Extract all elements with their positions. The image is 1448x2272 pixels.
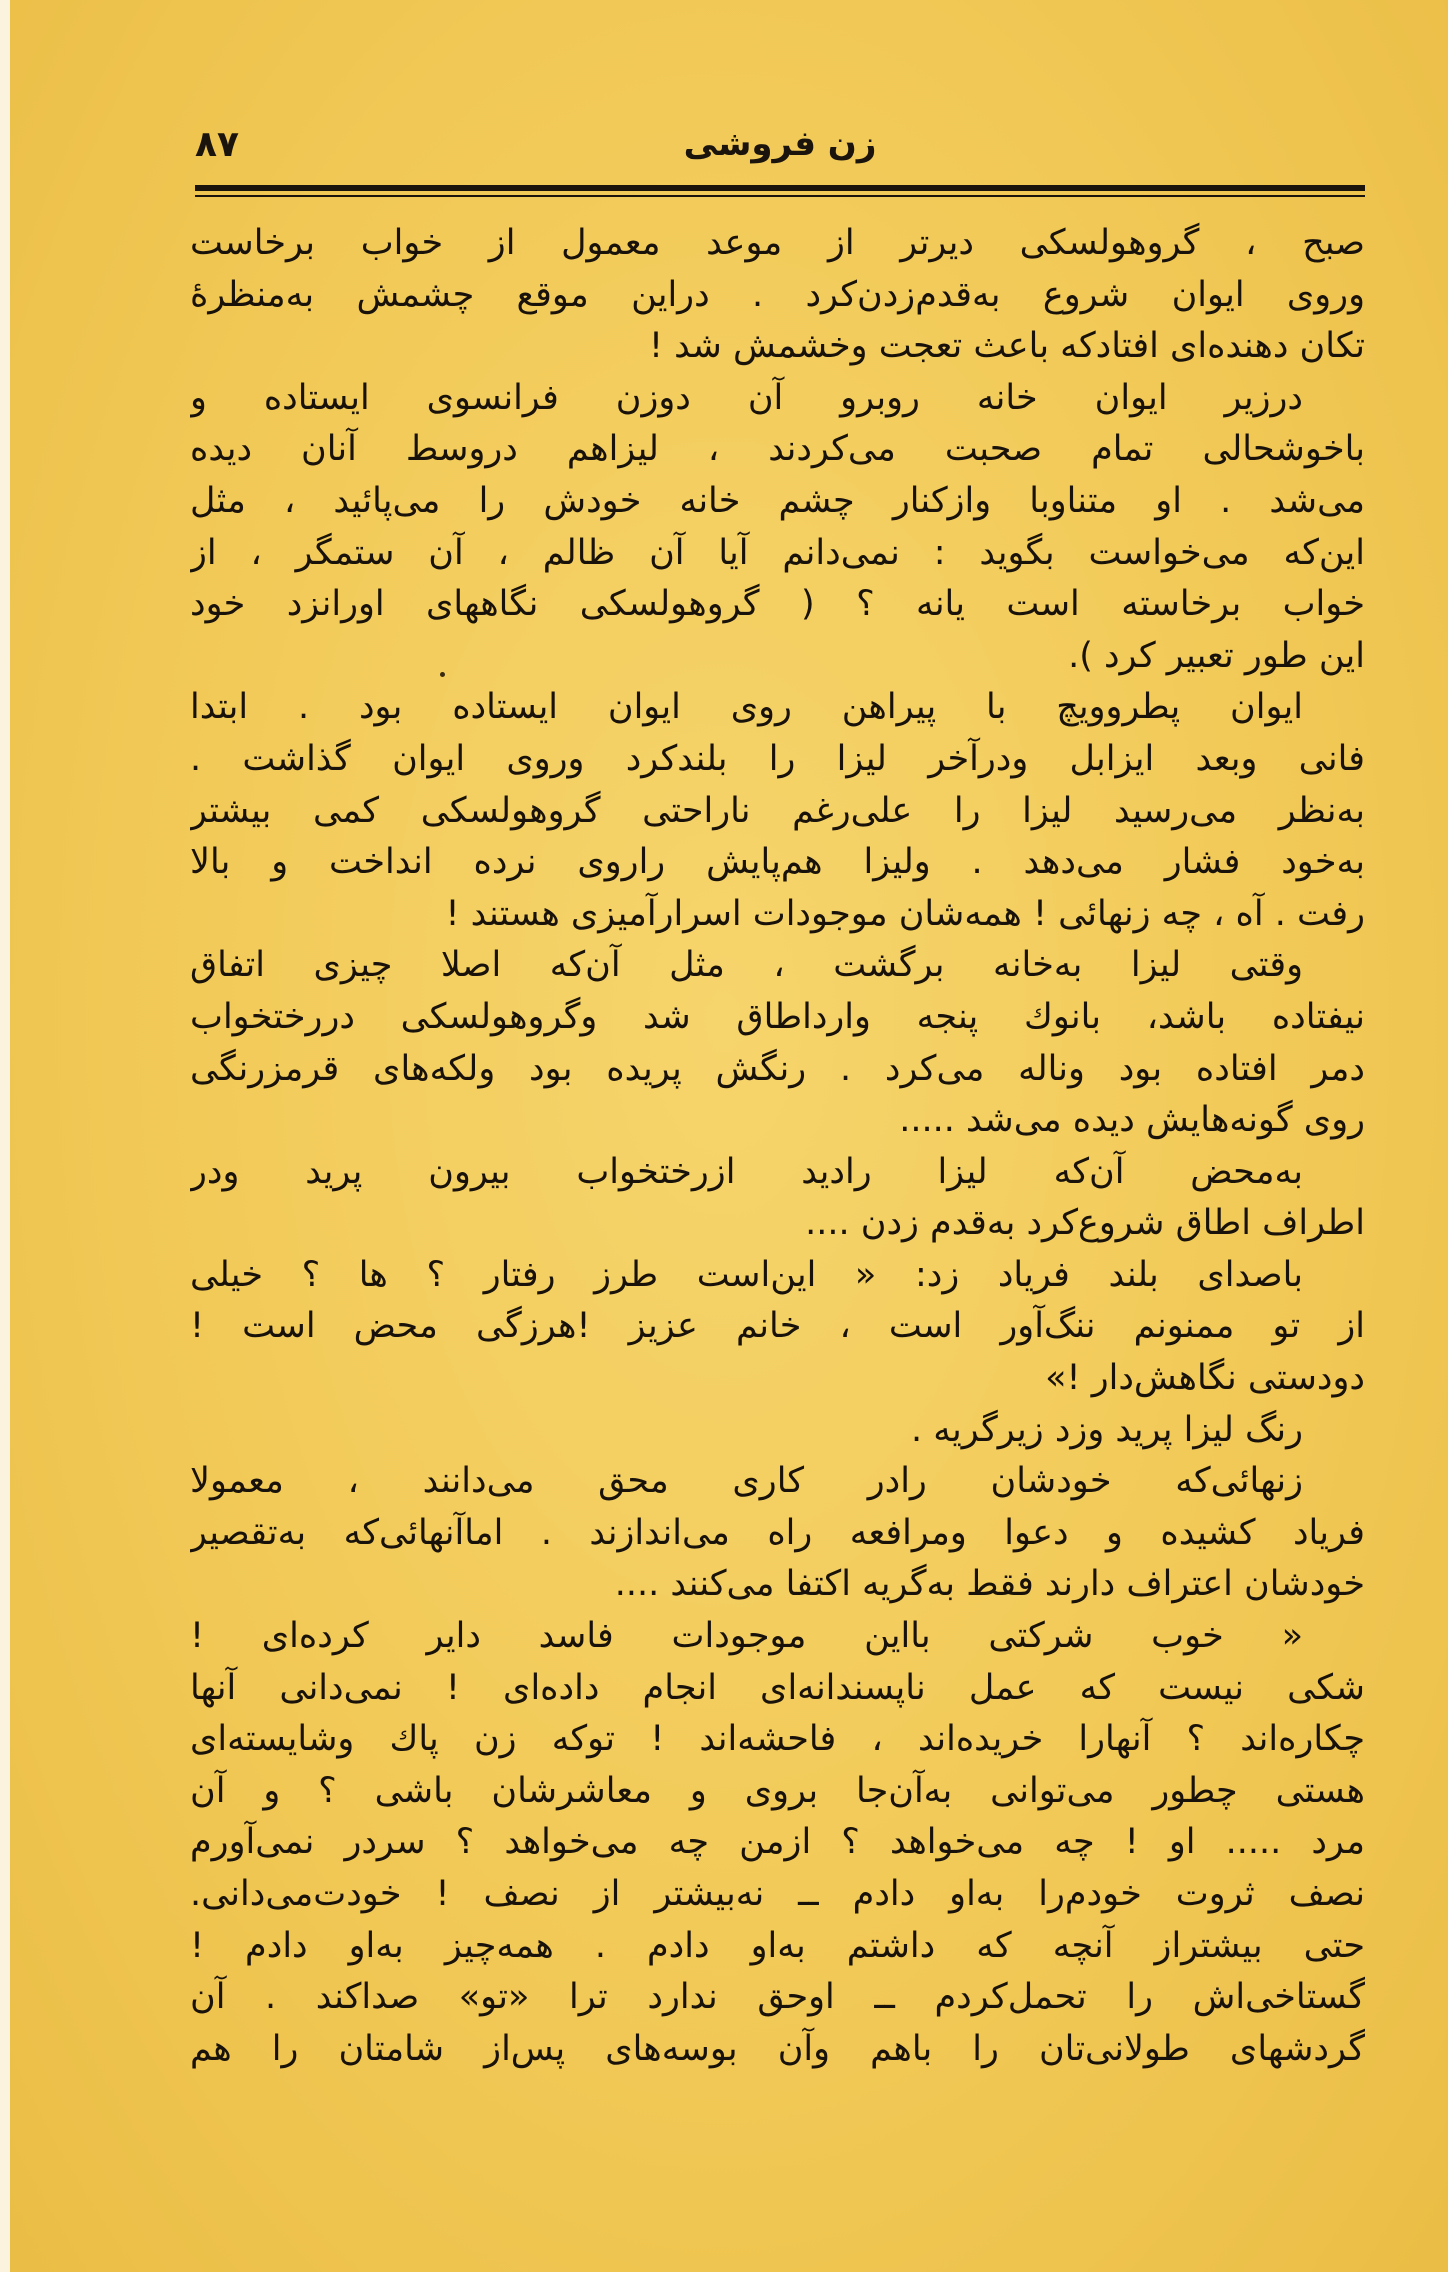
paper-speck xyxy=(440,672,445,677)
page-edge xyxy=(0,0,10,2272)
text-line: روی گونه‌هایش دیده می‌شد ..... xyxy=(899,1100,1365,1141)
text-line: خودشان اعتراف دارند فقط به‌گریه اکتفا می‌کنند .... xyxy=(614,1564,1365,1605)
text-line: از تو ممنونم ننگ‌آور است ، خانم عزیز !هرزگی محض است ! xyxy=(190,1306,1365,1347)
text-line: چکاره‌اند ؟ آنهارا خریده‌اند ، فاحشه‌اند ! توکه زن پاك وشایسته‌ای xyxy=(190,1719,1365,1760)
text-line: باصدای بلند فریاد زد: « این‌است طرز رفتار ؟ ها ؟ خیلی xyxy=(190,1254,1303,1295)
text-line: مرد ..... او ! چه می‌خواهد ؟ ازمن چه می‌خواهد ؟ سردر نمی‌آورم xyxy=(190,1822,1365,1863)
text-line: رنگ لیزا پرید وزد زیرگریه . xyxy=(911,1409,1303,1450)
text-line: صبح ، گروهولسکی دیرتر از موعد معمول از خواب برخاست xyxy=(190,223,1365,263)
text-line: شکی نیست که عمل ناپسندانه‌ای انجام داده‌ای ! نمی‌دانی آنها xyxy=(190,1667,1365,1708)
text-line: گردشهای طولانی‌تان را باهم وآن بوسه‌های پس‌از شامتان را هم xyxy=(190,2028,1365,2069)
text-line: درزیر ایوان خانه روبرو آن دوزن فرانسوی ایستاده و xyxy=(190,377,1303,418)
text-line: خواب برخاسته است یانه ؟ ( گروهولسکی نگاههای اورانزد خود xyxy=(190,584,1365,625)
text-line: رفت . آه ، چه زنهائی ! همه‌شان موجودات اسرارآمیزی هستند ! xyxy=(445,893,1365,934)
text-line: وقتی لیزا به‌خانه برگشت ، مثل آن‌که اصلا چیزی اتفاق xyxy=(190,945,1303,986)
header-rule-thick xyxy=(195,185,1365,191)
text-line: وروی ایوان شروع به‌قدم‌زدن‌کرد . دراین موقع چشمش به‌منظرهٔ xyxy=(190,274,1365,315)
text-line: این طور تعبیر کرد ). xyxy=(1068,635,1365,676)
text-line: فریاد کشیده و دعوا ومرافعه راه می‌اندازند . اماآنهائی‌که به‌تقصیر xyxy=(190,1512,1365,1553)
text-line: باخوشحالی تمام صحبت می‌کردند ، لیزاهم دروسط آنان دیده xyxy=(190,429,1365,470)
text-line: می‌شد . او متناوبا وازکنار چشم خانه خودش را می‌پائید ، مثل xyxy=(190,480,1365,521)
text-line: ایوان پطروویچ با پیراهن روی ایوان ایستاده بود . ابتدا xyxy=(190,687,1303,728)
text-line: حتی بیشتراز آنچه که داشتم به‌او دادم . همه‌چیز به‌او دادم ! xyxy=(190,1925,1365,1966)
text-line: گستاخی‌اش را تحمل‌کردم ــ اوحق ندارد ترا «تو» صداکند . آن xyxy=(190,1977,1365,2018)
text-line: نیفتاده باشد، بانوك پنجه وارداطاق شد وگروهولسکی دررختخواب xyxy=(190,996,1365,1037)
text-line: دمر افتاده بود وناله می‌کرد . رنگش پریده بود ولکه‌های قرمزرنگی xyxy=(190,1048,1365,1089)
text-line: اطراف اطاق شروع‌کرد به‌قدم زدن .... xyxy=(805,1203,1365,1244)
text-line: دودستی نگاهش‌دار !» xyxy=(1045,1358,1365,1399)
text-line: این‌که می‌خواست بگوید : نمی‌دانم آیا آن ظالم ، آن ستمگر ، از xyxy=(190,532,1365,573)
page-title: زن فروشی xyxy=(683,124,877,164)
text-line: هستی چطور می‌توانی به‌آن‌جا بروی و معاشرشان باشی ؟ و آن xyxy=(190,1770,1365,1811)
text-line: فانی وبعد ایزابل ودرآخر لیزا را بلندکرد وروی ایوان گذاشت . xyxy=(190,738,1365,779)
page-number: ۸۷ xyxy=(195,124,239,165)
running-header xyxy=(195,118,1365,178)
text-line: به‌محض آن‌که لیزا رادید ازرختخواب بیرون پرید ودر xyxy=(190,1151,1303,1192)
text-line: زنهائی‌که خودشان رادر کاری محق می‌دانند ، معمولا xyxy=(190,1461,1303,1502)
text-line: « خوب شرکتی بااین موجودات فاسد دایر کرده‌ای ! xyxy=(190,1616,1303,1657)
text-line: نصف ثروت خودم‌را به‌او دادم ــ نه‌بیشتر از نصف ! خودت‌می‌دانی. xyxy=(190,1874,1365,1914)
body-text xyxy=(190,218,1365,2075)
text-line: به‌خود فشار می‌دهد . ولیزا هم‌پایش راروی نرده انداخت و بالا xyxy=(190,842,1365,883)
text-line: به‌نظر می‌رسید لیزا را علی‌رغم ناراحتی گروهولسکی کمی بیشتر xyxy=(190,790,1365,831)
header-rule-thin xyxy=(195,195,1365,197)
text-line: تکان دهنده‌ای افتادکه باعث تعجت وخشمش شد ! xyxy=(648,326,1365,367)
